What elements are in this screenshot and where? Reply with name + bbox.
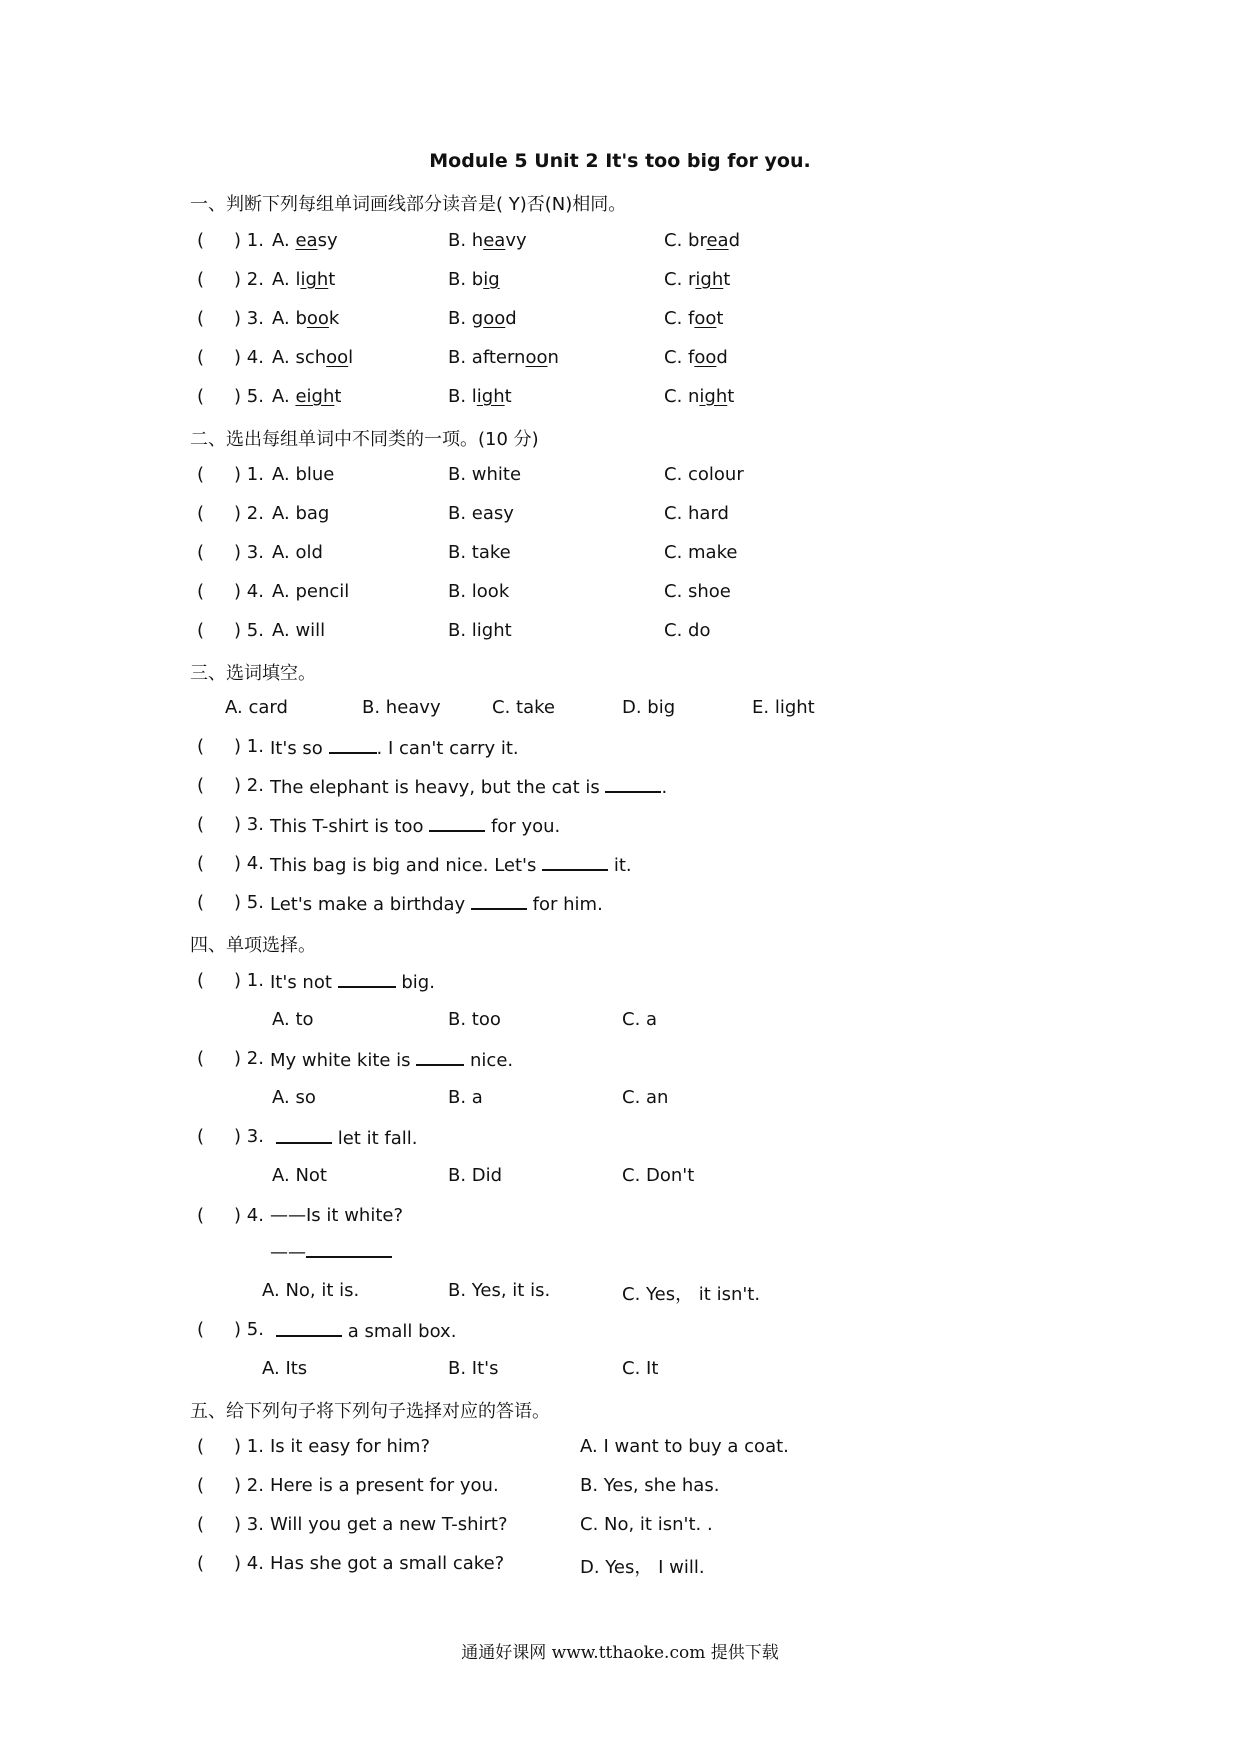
sentence: Let's make a birthday for him. [270,894,603,915]
option-b: B. heavy [448,230,527,251]
s5-item [0,1436,1240,1466]
option-a: A. book [272,308,340,329]
option-a: A. so [272,1087,316,1108]
option-c: C. an [622,1087,669,1108]
answer-paren[interactable]: ( [197,775,205,796]
item-number: ) 5. [234,620,264,641]
option-a: A. No, it is. [262,1280,360,1301]
answer-paren[interactable]: ( [197,542,205,563]
s3-item [0,814,1240,844]
sentence: It's so . I can't carry it. [270,738,519,759]
option-c: C. night [664,386,735,407]
s4-options [0,1165,1240,1195]
answer-paren[interactable]: ( [197,581,205,602]
option-b: B. light [448,620,512,641]
option-c: C. foot [664,308,724,329]
s4-question [0,1048,1240,1078]
option-a: A. eight [272,386,342,407]
sentence: It's not big. [270,972,435,993]
sentence: a small box. [276,1319,456,1342]
option-c: C. a [622,1009,658,1030]
page-title: Module 5 Unit 2 It's too big for you. [429,150,811,172]
option-a: A. school [272,347,354,368]
option-c: C. colour [664,464,744,485]
section3-heading: 三、选词填空。 [190,663,316,684]
sentence: let it fall. [276,1126,417,1149]
sentence: ——Is it white? [270,1205,404,1226]
s3-item [0,736,1240,766]
answer-option: A. I want to buy a coat. [580,1436,789,1457]
answer-paren[interactable]: ( [197,1319,205,1340]
option-a: A. to [272,1009,314,1030]
option-a: A. light [272,269,336,290]
answer-paren[interactable]: ( [197,464,205,485]
option-b: B. a [448,1087,483,1108]
option-a: A. Not [272,1165,327,1186]
option-b: B. take [448,542,511,563]
section5-heading: 五、给下列句子将下列句子选择对应的答语。 [190,1401,550,1422]
word-option: C. take [492,697,555,718]
option-c: C. make [664,542,738,563]
s4-question [0,970,1240,1000]
fill-blank[interactable] [471,892,527,910]
item-number: ) 4. [234,347,264,368]
item-number: ) 1. [234,1436,264,1457]
s4-options [0,1358,1240,1388]
option-c: C. It [622,1358,659,1379]
answer-paren[interactable]: ( [197,970,205,991]
option-b: B. big [448,269,500,290]
fill-blank[interactable] [306,1240,392,1258]
item-number: ) 2. [234,503,264,524]
answer-paren[interactable]: ( [197,814,205,835]
option-c: C. shoe [664,581,731,602]
sentence: My white kite is nice. [270,1050,514,1071]
item-number: ) 3. [234,814,264,835]
item-number: ) 2. [234,775,264,796]
sentence: This T-shirt is too for you. [270,816,561,837]
answer-paren[interactable]: ( [197,347,205,368]
question-text: Here is a present for you. [270,1475,499,1496]
fill-blank[interactable] [329,736,377,754]
option-b: B. too [448,1009,501,1030]
item-number: ) 2. [234,1475,264,1496]
s4-answer-line [0,1240,1240,1270]
fill-blank[interactable] [605,775,661,793]
item-number: ) 2. [234,1048,264,1069]
item-number: ) 4. [234,1553,264,1574]
s4-options [0,1087,1240,1117]
item-number: ) 5. [234,1319,264,1340]
option-c: C. bread [664,230,740,251]
s2-item [0,620,1240,650]
option-b: B. easy [448,503,514,524]
option-b: B. white [448,464,522,485]
option-b: B. Did [448,1165,503,1186]
item-number: ) 2. [234,269,264,290]
fill-blank[interactable] [276,1319,342,1337]
sentence: The elephant is heavy, but the cat is . [270,777,668,798]
answer-option: C. No, it isn't. . [580,1514,713,1535]
item-number: ) 3. [234,1514,264,1535]
answer-paren[interactable]: ( [197,386,205,407]
answer-paren[interactable]: ( [197,1514,205,1535]
option-a: A. will [272,620,326,641]
item-number: ) 4. [234,1205,264,1226]
answer-option: D. Yes， I will. [580,1557,705,1578]
option-b: B. afternoon [448,347,559,368]
fill-blank[interactable] [338,970,396,988]
s3-item [0,853,1240,883]
s2-item [0,503,1240,533]
item-number: ) 3. [234,1126,264,1147]
answer-paren[interactable]: ( [197,1205,205,1226]
answer-paren[interactable]: ( [197,1048,205,1069]
answer-line: —— [270,1240,392,1263]
option-c: C. do [664,620,711,641]
question-text: Will you get a new T-shirt? [270,1514,508,1535]
answer-paren[interactable]: ( [197,1475,205,1496]
s4-options [0,1009,1240,1039]
option-a: A. bag [272,503,330,524]
option-b: B. It's [448,1358,499,1379]
item-number: ) 5. [234,892,264,913]
answer-paren[interactable]: ( [197,1553,205,1574]
option-a: A. Its [262,1358,308,1379]
s4-question [0,1319,1240,1349]
s4-question [0,1126,1240,1156]
answer-paren[interactable]: ( [197,620,205,641]
option-c: C. hard [664,503,729,524]
option-c: C. food [664,347,728,368]
answer-paren[interactable]: ( [197,853,205,874]
fill-blank[interactable] [276,1126,332,1144]
fill-blank[interactable] [416,1048,464,1066]
option-a: A. old [272,542,323,563]
word-option: B. heavy [362,697,441,718]
s1-item [0,308,1240,338]
s4-question [0,1205,1240,1235]
option-b: B. Yes, it is. [448,1280,551,1301]
section4-heading: 四、单项选择。 [190,935,316,956]
item-number: ) 5. [234,386,264,407]
s5-item [0,1553,1240,1583]
s1-item [0,386,1240,416]
s5-item [0,1514,1240,1544]
word-option: E. light [752,697,815,718]
answer-paren[interactable]: ( [197,308,205,329]
word-bank [0,697,1240,727]
answer-paren[interactable]: ( [197,230,205,251]
s2-item [0,581,1240,611]
s4-options [0,1280,1240,1310]
answer-paren[interactable]: ( [197,892,205,913]
word-option: D. big [622,697,676,718]
option-b: B. light [448,386,512,407]
footer-download-note: 通通好课网 www.tthaoke.com 提供下载 [461,1643,779,1663]
item-number: ) 4. [234,853,264,874]
option-a: A. blue [272,464,335,485]
word-option: A. card [225,697,288,718]
s2-item [0,464,1240,494]
item-number: ) 4. [234,581,264,602]
item-number: ) 1. [234,464,264,485]
s3-item [0,775,1240,805]
question-text: Is it easy for him? [270,1436,431,1457]
answer-paren[interactable]: ( [197,1436,205,1457]
option-a: A. easy [272,230,338,251]
question-text: Has she got a small cake? [270,1553,505,1574]
s1-item [0,230,1240,260]
answer-paren[interactable]: ( [197,503,205,524]
option-c: C. Yes， it isn't. [622,1284,761,1305]
answer-paren[interactable]: ( [197,1126,205,1147]
item-number: ) 1. [234,230,264,251]
option-c: C. Don't [622,1165,695,1186]
s1-item [0,269,1240,299]
section1-heading: 一、判断下列每组单词画线部分读音是( Y)否(N)相同。 [190,194,627,215]
option-b: B. good [448,308,517,329]
option-a: A. pencil [272,581,350,602]
s1-item [0,347,1240,377]
item-number: ) 3. [234,542,264,563]
fill-blank[interactable] [429,814,485,832]
section2-heading: 二、选出每组单词中不同类的一项。(10 分) [190,429,539,450]
answer-paren[interactable]: ( [197,269,205,290]
option-c: C. right [664,269,731,290]
item-number: ) 1. [234,970,264,991]
s3-item [0,892,1240,922]
s5-item [0,1475,1240,1505]
option-b: B. look [448,581,510,602]
sentence: This bag is big and nice. Let's it. [270,855,632,876]
fill-blank[interactable] [542,853,608,871]
answer-paren[interactable]: ( [197,736,205,757]
s2-item [0,542,1240,572]
item-number: ) 1. [234,736,264,757]
answer-option: B. Yes, she has. [580,1475,720,1496]
item-number: ) 3. [234,308,264,329]
